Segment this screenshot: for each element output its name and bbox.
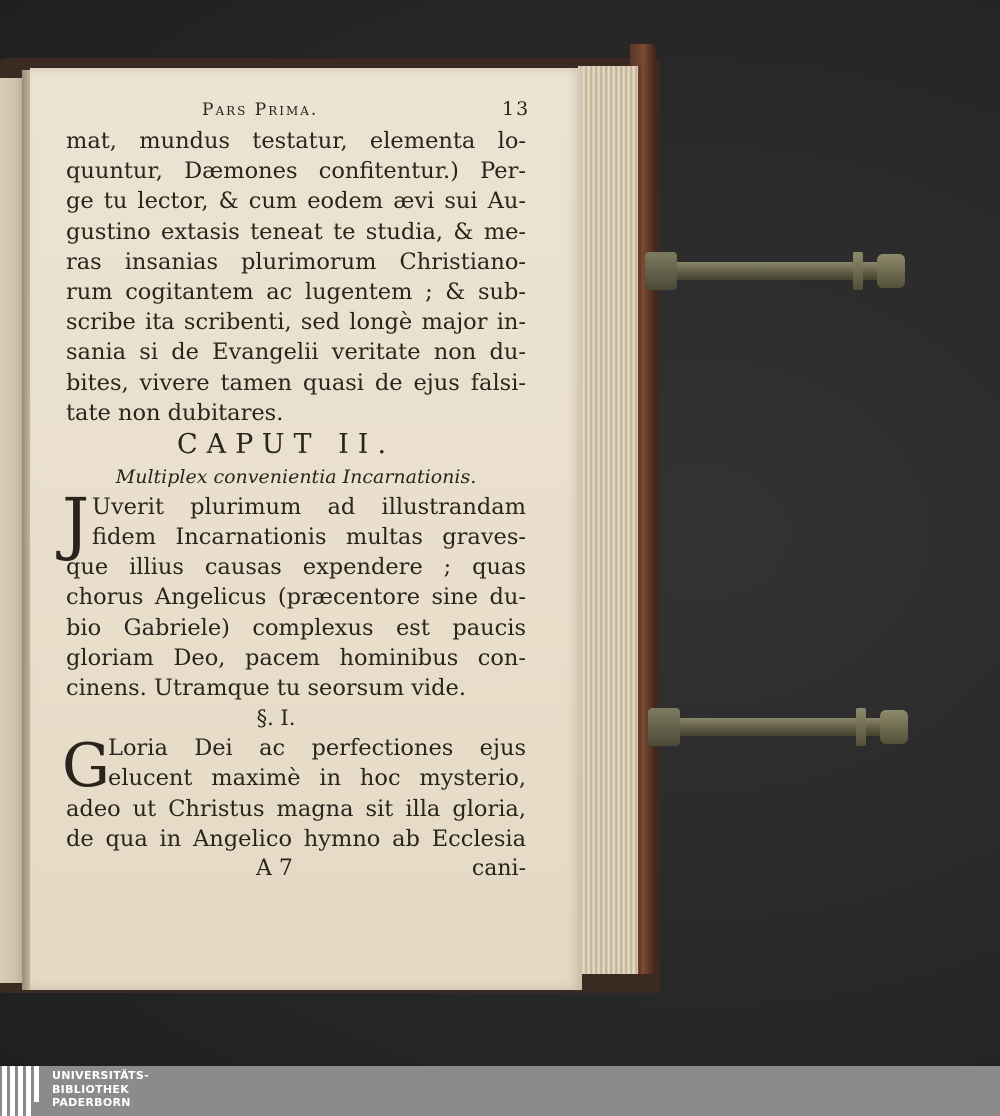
chapter-subheading: Multiplex convenientia Incarnationis. — [115, 465, 477, 488]
text-line: ge tu lector, & cum eodem ævi sui Au- — [66, 188, 526, 215]
running-head: Pars Prima. — [202, 100, 319, 120]
text-line: bio Gabriele) complexus est paucis — [66, 614, 526, 641]
text-line: Uverit plurimum ad illustrandam — [92, 493, 526, 520]
library-logo-icon — [0, 1066, 44, 1116]
text-line-last: cinens. Utramque tu seorsum vide. — [66, 675, 466, 701]
signature-mark: A 7 — [256, 855, 293, 881]
library-name-line2: BIBLIOTHEK — [52, 1082, 130, 1096]
library-name-line3: PADERBORN — [52, 1096, 131, 1109]
lower-clasp — [648, 708, 923, 746]
page-header — [66, 96, 531, 126]
page-number: 13 — [502, 98, 531, 120]
text-line: scribe ita scribenti, sed longè major in- — [66, 309, 526, 336]
library-name — [52, 1069, 149, 1110]
page-text — [62, 96, 531, 884]
text-line: ras insanias plurimorum Christiano- — [66, 248, 526, 275]
text-line: quuntur, Dæmones confitentur.) Per- — [66, 158, 526, 185]
top-paragraph — [66, 126, 526, 428]
text-line: chorus Angelicus (præcentore sine du- — [66, 584, 526, 611]
text-line: sania si de Evangelii veritate non du- — [66, 339, 526, 366]
drop-cap-g: G — [62, 731, 110, 802]
page-fore-edge — [578, 66, 641, 974]
text-line: elucent maximè in hoc mysterio, — [108, 765, 526, 792]
library-banner — [0, 1066, 1000, 1116]
text-line: de qua in Angelico hymno ab Ecclesia — [66, 825, 526, 852]
upper-clasp — [645, 252, 920, 290]
section-mark: §. I. — [256, 706, 296, 731]
text-line: rum cogitantem ac lugentem ; & sub- — [66, 278, 526, 305]
chapter-heading: CAPUT II. — [176, 428, 396, 460]
text-line: gloriam Deo, pacem hominibus con- — [66, 644, 526, 671]
library-name-line1: UNIVERSITÄTS- — [52, 1069, 149, 1082]
text-line: gustino extasis teneat te studia, & me- — [66, 218, 526, 245]
text-line: mat, mundus testatur, elementa lo- — [66, 128, 526, 154]
text-line-last: tate non dubitares. — [66, 399, 284, 426]
text-line: que illius causas expendere ; quas — [66, 554, 526, 581]
catchword: cani- — [471, 855, 526, 881]
page-footer — [66, 854, 526, 884]
paragraph-one — [62, 484, 526, 703]
drop-cap-j: J — [62, 484, 90, 564]
text-line: adeo ut Christus magna sit illa gloria, — [66, 795, 526, 822]
text-line: Loria Dei ac perfectiones ejus — [108, 735, 526, 762]
text-line: fidem Incarnationis multas graves- — [92, 524, 526, 551]
paragraph-two — [62, 731, 526, 854]
text-line: bites, vivere tamen quasi de ejus falsi- — [66, 369, 526, 396]
